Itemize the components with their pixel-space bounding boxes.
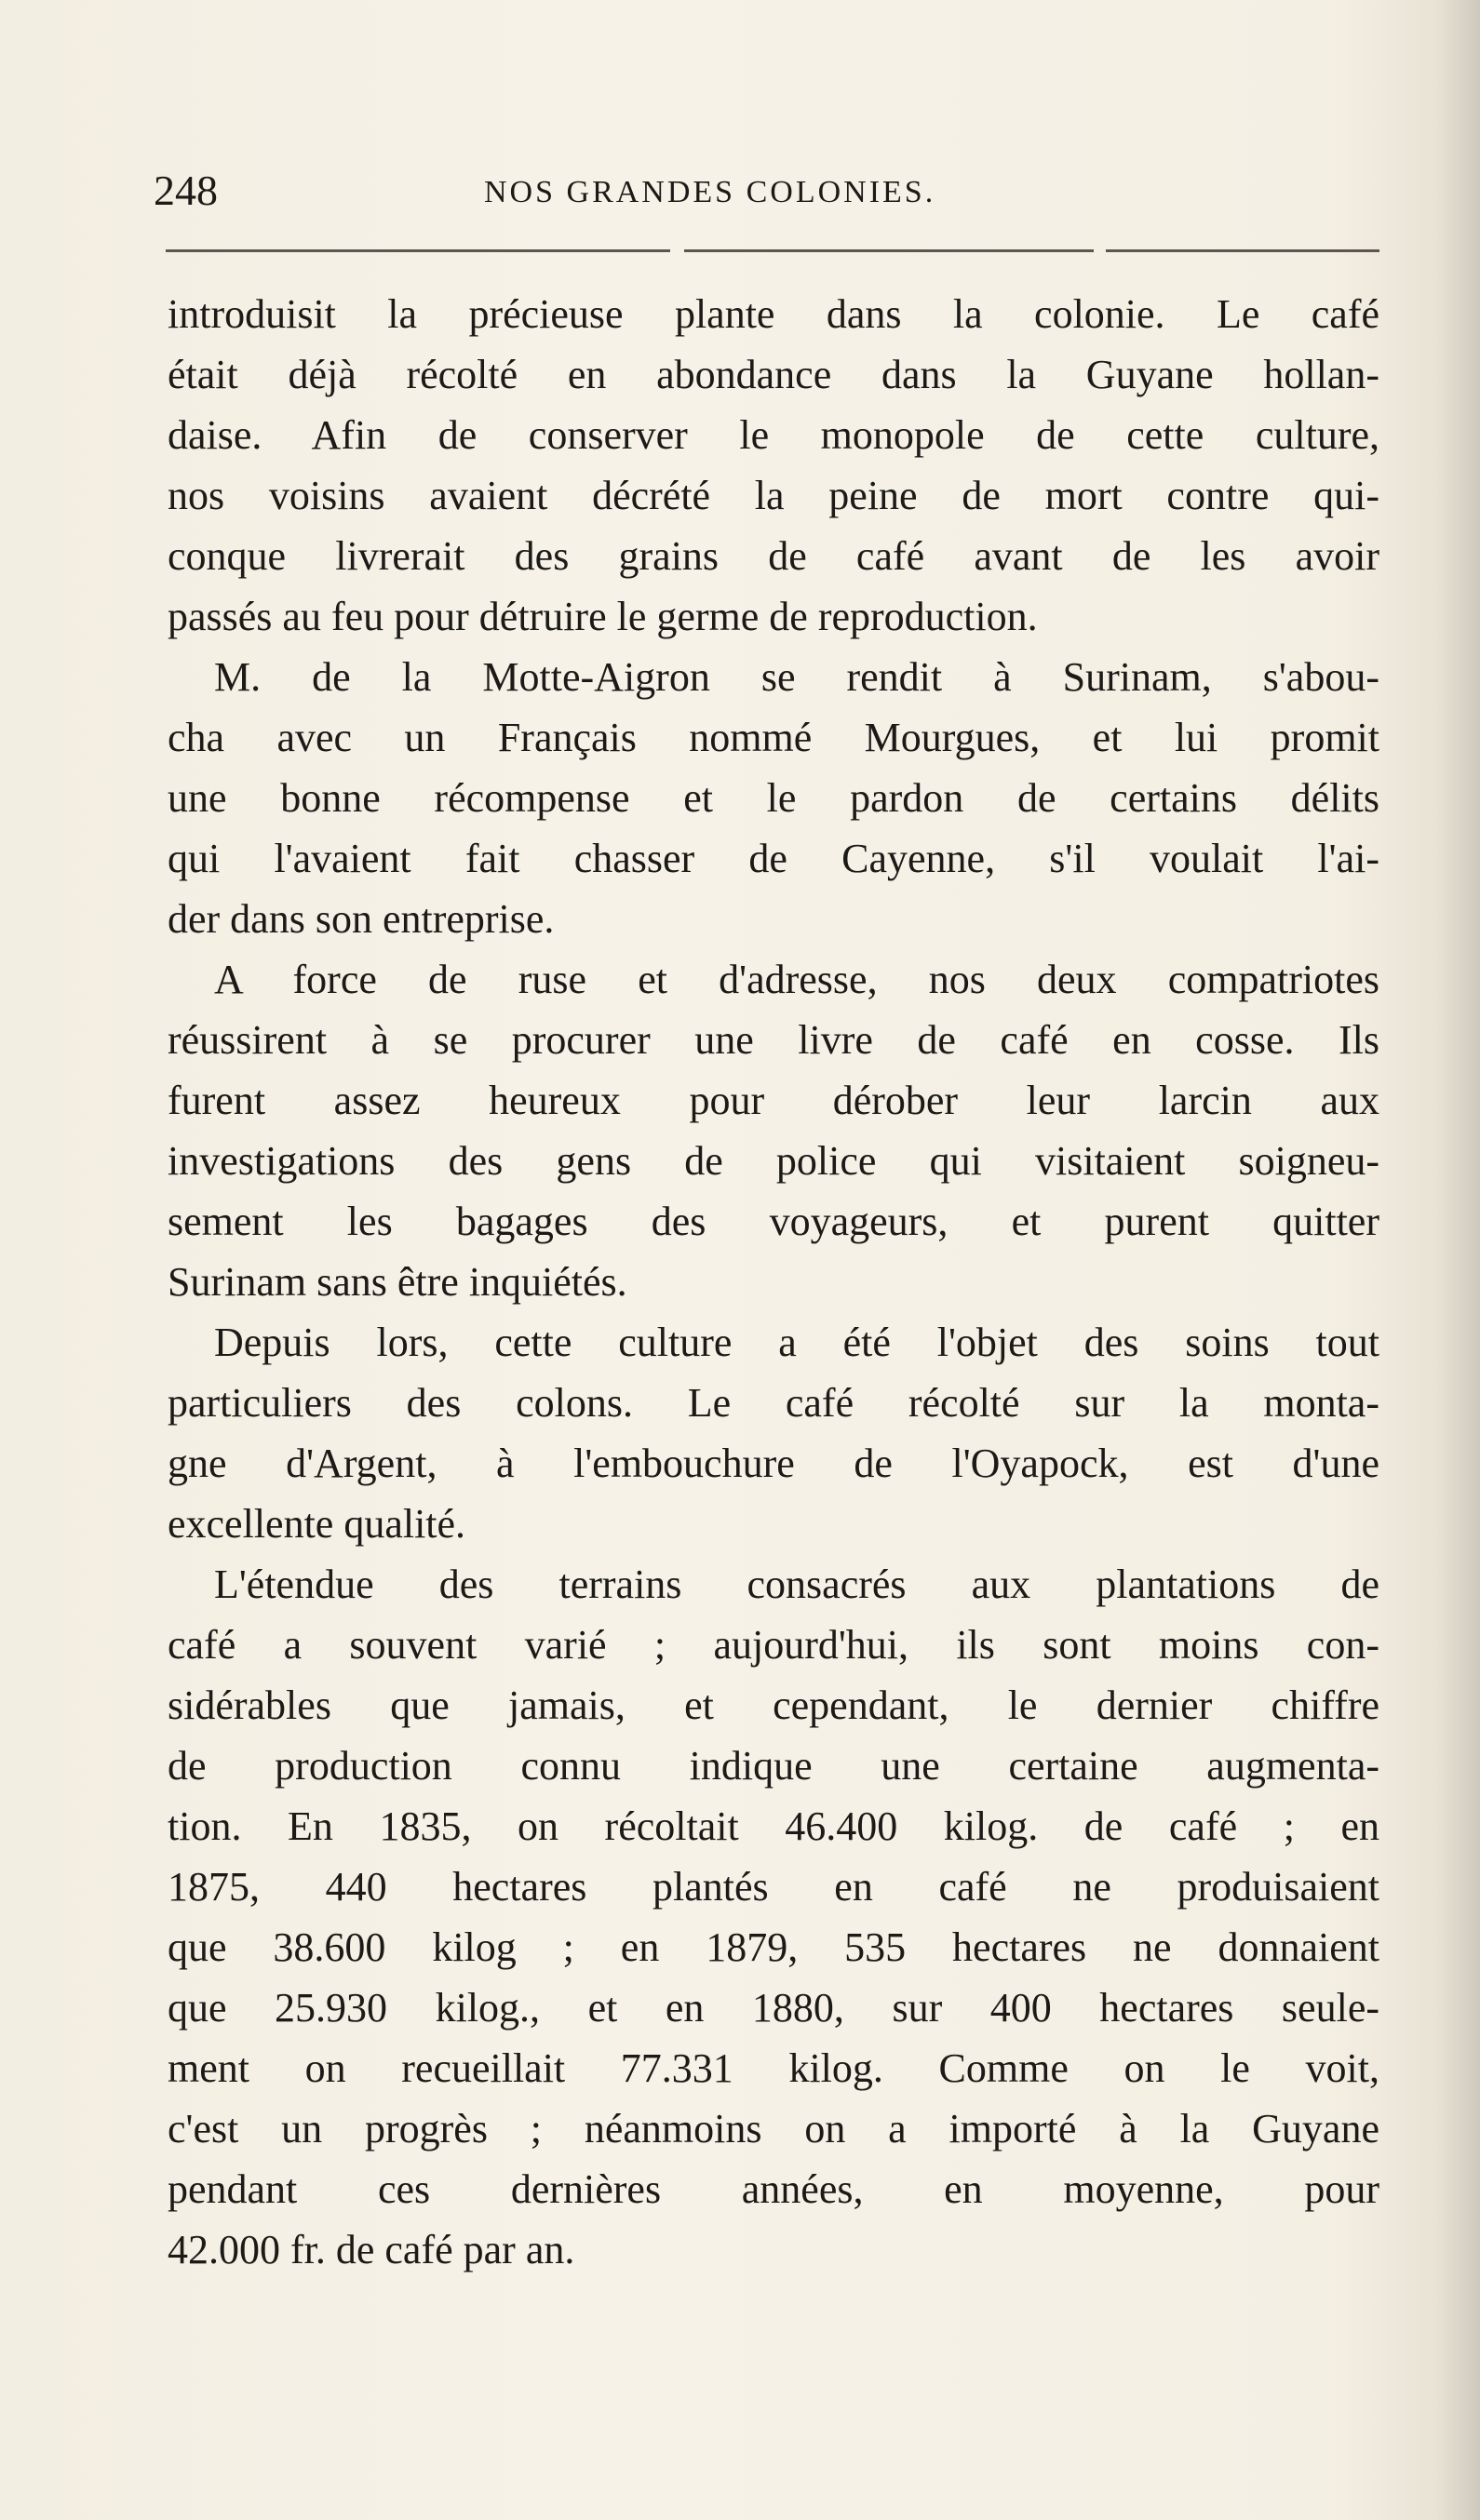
text-line: particuliers des colons. Le café récolté sur la monta-: [168, 1380, 1379, 1426]
paragraph: [168, 284, 1379, 647]
text-line: Surinam sans être inquiétés.: [168, 1259, 627, 1305]
header-rule: [684, 249, 1094, 252]
text-line: de production connu indique une certaine augmenta-: [168, 1743, 1379, 1789]
text-line: L'étendue des terrains consacrés aux plantations de: [214, 1562, 1379, 1607]
running-title: NOS GRANDES COLONIES.: [484, 175, 936, 209]
paragraph: [168, 1312, 1379, 1554]
text-line: pendant ces dernières années, en moyenne, pour: [168, 2166, 1379, 2212]
body-text: [168, 284, 1379, 2280]
text-line: était déjà récolté en abondance dans la Guyane hollan-: [168, 352, 1379, 397]
text-line: daise. Afin de conserver le monopole de cette culture,: [168, 412, 1379, 458]
text-line: conque livrerait des grains de café avant de les avoir: [168, 533, 1379, 579]
text-line: M. de la Motte-Aigron se rendit à Surinam, s'abou-: [214, 654, 1379, 700]
text-line: ment on recueillait 77.331 kilog. Comme on le voit,: [168, 2045, 1379, 2091]
text-line: 1875, 440 hectares plantés en café ne produisaient: [168, 1864, 1379, 1910]
text-line: investigations des gens de police qui visitaient soigneu-: [168, 1138, 1379, 1184]
paragraph: [168, 647, 1379, 949]
text-line: sidérables que jamais, et cependant, le dernier chiffre: [168, 1682, 1379, 1728]
text-line: que 25.930 kilog., et en 1880, sur 400 hectares seule-: [168, 1985, 1379, 2031]
text-line: café a souvent varié ; aujourd'hui, ils sont moins con-: [168, 1622, 1379, 1668]
text-line: excellente qualité.: [168, 1501, 466, 1547]
page-number: 248: [154, 167, 218, 214]
text-line: réussirent à se procurer une livre de café en cosse. Ils: [168, 1017, 1379, 1063]
text-line: der dans son entreprise.: [168, 896, 555, 942]
text-line: furent assez heureux pour dérober leur larcin aux: [168, 1078, 1379, 1123]
paragraph: [168, 949, 1379, 1312]
text-line: A force de ruse et d'adresse, nos deux compatriotes: [214, 957, 1379, 1002]
text-line: 42.000 fr. de café par an.: [168, 2227, 575, 2272]
text-line: sement les bagages des voyageurs, et purent quitter: [168, 1199, 1379, 1244]
header-rule: [1106, 249, 1379, 252]
running-header: [154, 166, 1380, 221]
header-rule: [166, 249, 670, 252]
text-line: Depuis lors, cette culture a été l'objet des soins tout: [214, 1320, 1379, 1365]
text-line: une bonne récompense et le pardon de certains délits: [168, 775, 1379, 821]
text-line: c'est un progrès ; néanmoins on a importé à la Guyane: [168, 2106, 1379, 2151]
text-line: qui l'avaient fait chasser de Cayenne, s'il voulait l'ai-: [168, 836, 1379, 881]
text-line: que 38.600 kilog ; en 1879, 535 hectares ne donnaient: [168, 1924, 1379, 1970]
text-line: introduisit la précieuse plante dans la colonie. Le café: [168, 291, 1379, 337]
text-line: cha avec un Français nommé Mourgues, et lui promit: [168, 715, 1379, 760]
text-line: nos voisins avaient décrété la peine de mort contre qui-: [168, 473, 1379, 518]
text-line: gne d'Argent, à l'embouchure de l'Oyapock, est d'une: [168, 1441, 1379, 1486]
text-line: passés au feu pour détruire le germe de reproduction.: [168, 594, 1038, 639]
paragraph: [168, 1554, 1379, 2280]
text-line: tion. En 1835, on récoltait 46.400 kilog. de café ; en: [168, 1803, 1379, 1849]
